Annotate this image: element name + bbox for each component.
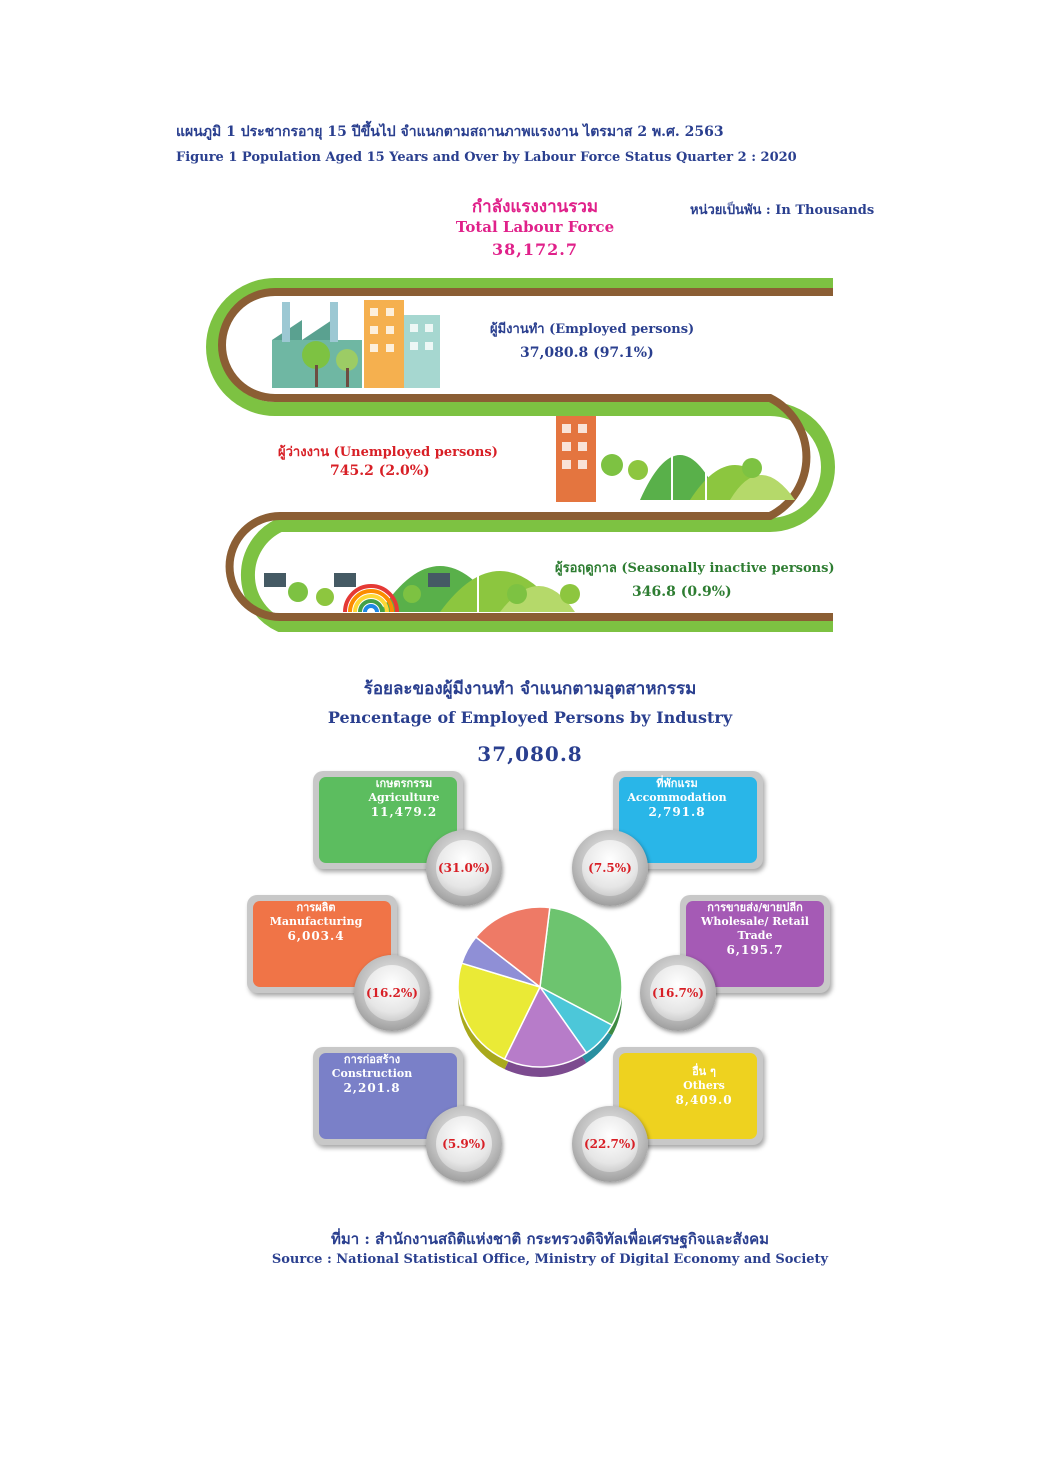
unemployed-label: ผู้ว่างงาน (Unemployed persons) [278,445,498,460]
manufacturing-pct: (16.2%) [366,986,418,1000]
pct-circle-manufacturing [354,955,430,1031]
construction-thai: การก่อสร้าง [343,1053,401,1066]
card-manufacturing-text [255,901,377,943]
hills-illustration-1 [556,416,795,502]
agriculture-pct: (31.0%) [438,861,490,875]
unit-label: หน่วยเป็นพัน : In Thousands [690,203,875,218]
figure-title-thai: แผนภูมิ 1 ประชากรอายุ 15 ปีขึ้นไป จำแนกตามสถานภาพแรงงาน ไตรมาส 2 พ.ศ. 2563 [176,124,724,140]
card-accommodation-text [621,777,733,819]
manufacturing-thai: การผลิต [296,901,336,914]
card-agriculture-text [353,777,455,819]
city-illustration [272,300,440,388]
construction-pct: (5.9%) [442,1137,486,1151]
agriculture-english: Agriculture [368,791,440,804]
pct-circle-construction [426,1106,502,1182]
figure-title-english: Figure 1 Population Aged 15 Years and Over by Labour Force Status Quarter 2 : 2020 [176,150,797,165]
pct-circle-accommodation [572,830,648,906]
manufacturing-english: Manufacturing [269,915,363,928]
accommodation-value: 2,791.8 [648,805,706,819]
total-labour-force-thai: กำลังแรงงานรวม [471,197,599,217]
employed-value: 37,080.8 (97.1%) [520,345,654,361]
source-thai: ที่มา : สำนักงานสถิติแห่งชาติ กระทรวงดิจิทัลเพื่อเศรษฐกิจและสังคม [330,1230,770,1248]
agriculture-value: 11,479.2 [370,805,438,819]
others-english: Others [683,1079,725,1092]
others-pct: (22.7%) [584,1137,636,1151]
card-construction-text [321,1053,423,1095]
construction-value: 2,201.8 [343,1081,401,1095]
others-thai: อื่น ๆ [692,1065,716,1078]
employed-label: ผู้มีงานทำ (Employed persons) [490,322,695,337]
total-labour-force-english: Total Labour Force [455,218,615,236]
wholesale-value: 6,195.7 [726,943,784,957]
wholesale-english: Wholesale/ Retail Trade [701,915,809,942]
hills-illustration-2 [264,566,580,612]
industry-title-thai: ร้อยละของผู้มีงานทำ จำแนกตามอุตสาหกรรม [363,679,697,699]
wholesale-pct: (16.7%) [652,986,704,1000]
industry-pie-chart [440,905,640,1095]
agriculture-thai: เกษตรกรรม [375,777,433,790]
card-wholesale-text [682,901,828,957]
others-value: 8,409.0 [675,1093,733,1107]
unemployed-value: 745.2 (2.0%) [330,463,430,479]
construction-english: Construction [331,1067,413,1080]
accommodation-english: Accommodation [627,791,727,804]
wholesale-thai: การขายส่ง/ขายปลีก [707,901,803,914]
industry-total: 37,080.8 [477,742,583,766]
pct-circle-wholesale [640,955,716,1031]
pct-circle-others [572,1106,648,1182]
accommodation-thai: ที่พักแรม [656,777,698,790]
total-labour-force-value: 38,172.7 [492,240,578,259]
card-others-text [653,1065,755,1107]
manufacturing-value: 6,003.4 [287,929,345,943]
seasonal-label: ผู้รอฤดูกาล (Seasonally inactive persons) [555,561,835,576]
accommodation-pct: (7.5%) [588,861,632,875]
pct-circle-agriculture [426,830,502,906]
seasonal-value: 346.8 (0.9%) [632,584,732,600]
source-english: Source : National Statistical Office, Ministry of Digital Economy and Society [271,1252,829,1267]
industry-title-english: Pencentage of Employed Persons by Industry [327,708,733,727]
